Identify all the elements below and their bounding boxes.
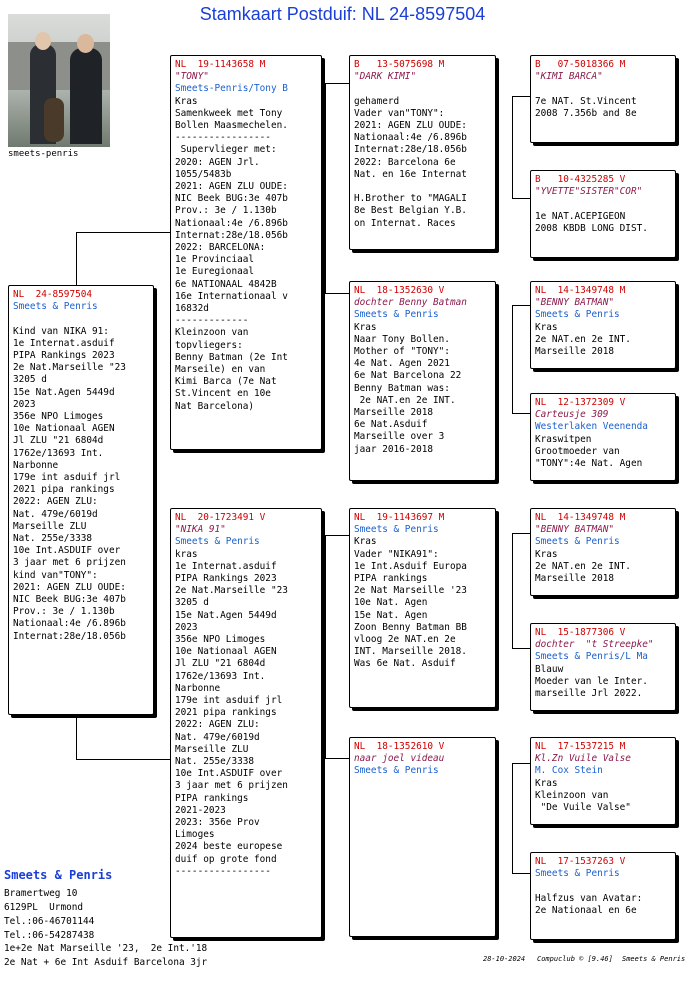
info-line: 2023: [13, 398, 36, 410]
info-line: Grootmoeder van: [535, 445, 620, 457]
info-line: [535, 83, 671, 95]
info-line: 15e Nat. Agen: [354, 609, 428, 621]
info-line: 2023: [175, 621, 198, 633]
info-line: Prov.: 3e / 1.130b: [175, 205, 277, 217]
info-line: Kras: [535, 548, 558, 560]
info-line: Internat:28e/18.056b: [13, 630, 126, 642]
info-line: 10e Int.ASDUIF over: [13, 545, 121, 557]
info-line: 179e int asduif jrl: [13, 472, 121, 484]
info-line: 15e Nat.Agen 5449d: [13, 386, 115, 398]
info-line: 2e NAT.en 2e INT.: [535, 333, 631, 345]
info-line: 2020: AGEN Jrl.: [175, 156, 260, 168]
pigeon-card-fff[interactable]: [530, 55, 676, 143]
breeder: Smeets & Penris: [535, 868, 620, 880]
breeder: Smeets & Penris: [535, 309, 620, 321]
info-line: Nat. 255e/3338: [13, 533, 93, 545]
info-line: Samenkweek met Tony: [175, 107, 283, 119]
pigeon-card-mff[interactable]: [530, 508, 676, 596]
pigeon-name: dochter Benny Batman: [354, 297, 467, 309]
info-line: INT. Marseille 2018.: [354, 646, 467, 658]
info-line: NIC Beek BUG:3e 407b: [13, 594, 126, 606]
breeder: M. Cox Stein: [535, 765, 603, 777]
breeder: Smeets & Penris: [354, 309, 439, 321]
info-line: [535, 198, 671, 210]
footer-line: 2e Nat + 6e Int Asduif Barcelona 3jr: [4, 957, 208, 968]
info-line: 2e Nat.Marseille "23: [13, 362, 126, 374]
info-line: Nat. 479e/6019d: [13, 508, 98, 520]
info-line: Kind van NIKA 91:: [13, 325, 109, 337]
info-line: 2024 beste europese: [175, 841, 283, 853]
info-line: 2e Nationaal en 6e: [535, 904, 637, 916]
info-line: Marseille ZLU: [13, 520, 87, 532]
info-line: 2e Nat.Marseille "23: [175, 585, 288, 597]
info-line: 10e Nationaal AGEN: [175, 646, 277, 658]
footer-line: 6129PL Urmond: [4, 902, 84, 913]
info-line: 3205 d: [175, 597, 209, 609]
ring-number: NL 18-1352610 V: [354, 741, 445, 752]
breeder: Smeets-Penris/Tony B: [175, 83, 288, 95]
info-line: Nat Barcelona): [175, 400, 255, 412]
ring-number: B 07-5018366 M: [535, 59, 626, 70]
ring-number: B 10-4325285 V: [535, 174, 626, 185]
info-line: Marseile) en van: [175, 364, 266, 376]
footer-owner: Smeets & Penris: [4, 868, 113, 882]
info-line: Narbonne: [175, 682, 221, 694]
info-line: 1e Euregionaal: [175, 266, 255, 278]
info-line: Nat. en 16e Internat: [354, 168, 467, 180]
info-line: Marseille 2018: [535, 346, 615, 358]
pigeon-name: "BENNY BATMAN": [535, 297, 615, 309]
footer-line: Tel.:06-54287438: [4, 930, 95, 941]
info-line: 16832d: [175, 303, 209, 315]
info-line: St.Vincent en 10e: [175, 388, 271, 400]
pigeon-card-mother[interactable]: [170, 508, 322, 938]
info-line: 1e Internat.asduif: [13, 337, 115, 349]
footer-line: Tel.:06-46701144: [4, 916, 95, 927]
pigeon-name: naar joel videau: [354, 753, 445, 765]
info-line: Kleinzoon van: [535, 789, 609, 801]
info-line: 10e Int.ASDUIF over: [175, 768, 283, 780]
pigeon-name: "TONY": [175, 71, 209, 83]
breeder: Smeets & Penris: [175, 536, 260, 548]
pigeon-card-mf[interactable]: [349, 508, 496, 708]
ring-number: NL 24-8597504: [13, 289, 93, 300]
info-line: 4e Nat. Agen 2021: [354, 358, 450, 370]
info-line: 8e Best Belgian Y.B.: [354, 205, 467, 217]
pigeon-card-mfm[interactable]: [530, 623, 676, 711]
info-line: Moeder van le Inter.: [535, 675, 648, 687]
info-line: PIPA rankings: [175, 792, 249, 804]
breeder: Smeets & Penris/L Ma: [535, 651, 648, 663]
info-line: H.Brother to "MAGALI: [354, 193, 467, 205]
pigeon-card-fmm[interactable]: [530, 393, 676, 481]
ring-number: NL 14-1349748 M: [535, 285, 626, 296]
ring-number: NL 17-1537215 M: [535, 741, 626, 752]
info-line: 6e Nat Barcelona 22: [354, 370, 462, 382]
info-line: Was 6e Nat. Asduif: [354, 658, 456, 670]
info-line: Vader "NIKA91":: [354, 548, 439, 560]
info-line: Kleinzoon van: [175, 327, 249, 339]
breeder: Westerlaken Veenenda: [535, 421, 648, 433]
pigeon-card-father[interactable]: [170, 55, 322, 450]
pigeon-card-ff[interactable]: [349, 55, 496, 250]
info-line: Nationaal:4e /6.896b: [354, 132, 467, 144]
info-line: vloog 2e NAT.en 2e: [354, 634, 456, 646]
footer-line: Bramertweg 10: [4, 888, 78, 899]
info-line: 6e Nat.Asduif: [354, 419, 428, 431]
info-line: Narbonne: [13, 459, 59, 471]
info-line: PIPA rankings: [354, 573, 428, 585]
info-line: 3205 d: [13, 374, 47, 386]
info-line: Kras: [535, 321, 558, 333]
pigeon-name: "BENNY BATMAN": [535, 524, 615, 536]
pigeon-name: "KIMI BARCA": [535, 71, 603, 83]
info-line: 2023: 356e Prov: [175, 817, 260, 829]
info-line: Internat:28e/18.056b: [354, 144, 467, 156]
owner-stamp: Smeets & Penris: [622, 955, 685, 963]
info-line: 6e NATIONAAL 4842B: [175, 278, 277, 290]
info-line: Bollen Maasmechelen.: [175, 120, 288, 132]
info-line: on Internat. Races: [354, 217, 456, 229]
info-line: 2022: BARCELONA:: [175, 242, 266, 254]
ring-number: NL 12-1372309 V: [535, 397, 626, 408]
pigeon-card-fmf[interactable]: [530, 281, 676, 369]
info-line: Marseille over 3: [354, 431, 445, 443]
info-line: topvliegers:: [175, 339, 243, 351]
info-line: 2022: AGEN ZLU:: [175, 719, 260, 731]
info-line: 2e NAT.en 2e INT.: [535, 560, 631, 572]
info-line: 2e NAT.en 2e INT.: [354, 394, 456, 406]
breeder: Smeets & Penris: [354, 524, 439, 536]
info-line: -----------------: [175, 132, 271, 144]
page-title: Stamkaart Postduif: NL 24-8597504: [199, 4, 486, 24]
software-stamp: Compuclub © [9.46]: [537, 955, 613, 963]
pigeon-card-ffm[interactable]: [530, 170, 676, 258]
ring-number: NL 17-1537263 V: [535, 856, 626, 867]
info-line: gehamerd: [354, 95, 400, 107]
pigeon-card-mmf[interactable]: [530, 737, 676, 825]
pigeon-card-fm[interactable]: [349, 281, 496, 481]
info-line: Vader van"TONY":: [354, 107, 445, 119]
info-line: Marseille ZLU: [175, 743, 249, 755]
info-line: 2021 pipa rankings: [13, 484, 115, 496]
info-line: 1e Provinciaal: [175, 254, 255, 266]
info-line: Jl ZLU "21 6804d: [13, 435, 104, 447]
info-line: "De Vuile Valse": [535, 802, 631, 814]
info-line: PIPA Rankings 2023: [13, 350, 115, 361]
info-line: marseille Jrl 2022.: [535, 688, 643, 700]
ring-number: NL 14-1349748 M: [535, 512, 626, 523]
info-line: [354, 181, 491, 193]
info-line: 2021: AGEN ZLU OUDE:: [175, 181, 288, 193]
info-line: 10e Nationaal AGEN: [13, 423, 115, 435]
info-line: 2008 7.356b and 8e: [535, 107, 637, 119]
info-line: Nationaal:4e /6.896b: [175, 217, 288, 229]
info-line: 1762e/13693 Int.: [175, 670, 266, 682]
info-line: 16e Internationaal v: [175, 290, 288, 302]
info-line: Internat:28e/18.056b: [175, 229, 288, 241]
info-line: 15e Nat.Agen 5449d: [175, 609, 277, 621]
info-line: Jl ZLU "21 6804d: [175, 658, 266, 670]
info-line: 7e NAT. St.Vincent: [535, 95, 637, 107]
ring-number: B 13-5075698 M: [354, 59, 445, 70]
info-line: 2e Nat Marseille '23: [354, 585, 467, 597]
print-date: 28-10-2024: [483, 955, 526, 963]
pigeon-name: Carteusje 309: [535, 409, 609, 421]
info-line: 2008 KBDB LONG DIST.: [535, 222, 648, 234]
ring-number: NL 20-1723491 V: [175, 512, 266, 523]
breeder: Smeets & Penris: [13, 301, 98, 313]
info-line: 1055/5483b: [175, 168, 232, 180]
info-line: duif op grote fond: [175, 853, 277, 865]
ring-number: NL 18-1352630 V: [354, 285, 445, 296]
info-line: [13, 313, 149, 325]
info-line: Kraswitpen: [535, 433, 592, 445]
info-line: Nat. 255e/3338: [175, 756, 255, 768]
info-line: Benny Batman was:: [354, 382, 450, 394]
info-line: NIC Beek BUG:3e 407b: [175, 193, 288, 205]
info-line: 3 jaar met 6 prijzen: [175, 780, 288, 792]
pigeon-name: dochter "t Streepke": [535, 639, 654, 651]
info-line: Naar Tony Bollen.: [354, 333, 450, 345]
info-line: 356e NPO Limoges: [175, 634, 266, 646]
ring-number: NL 19-1143697 M: [354, 512, 445, 523]
info-line: Nationaal:4e /6.896b: [13, 618, 126, 630]
pigeon-card-main[interactable]: [8, 285, 154, 715]
ring-number: NL 19-1143658 M: [175, 59, 266, 70]
info-line: 1e Internat.asduif: [175, 560, 277, 572]
info-line: Blauw: [535, 663, 564, 675]
info-line: Zoon Benny Batman BB: [354, 621, 467, 633]
breeder: Smeets & Penris: [535, 536, 620, 548]
info-line: Kras: [175, 95, 198, 107]
info-line: [535, 880, 671, 892]
info-line: Mother of "TONY":: [354, 346, 450, 358]
info-line: Prov.: 3e / 1.130b: [13, 606, 115, 618]
info-line: 1e NAT.ACEPIGEON: [535, 210, 626, 222]
pigeon-name: "YVETTE"SISTER"COR": [535, 186, 643, 198]
info-line: [354, 83, 491, 95]
info-line: kind van"TONY":: [13, 569, 98, 581]
info-line: Halfzus van Avatar:: [535, 892, 643, 904]
photo-caption: smeets-penris: [8, 149, 79, 159]
info-line: Marseille 2018: [535, 573, 615, 585]
info-line: 3 jaar met 6 prijzen: [13, 557, 126, 569]
info-line: -------------: [175, 315, 249, 327]
info-line: 2022: Barcelona 6e: [354, 156, 456, 168]
pigeon-card-mm[interactable]: [349, 737, 496, 937]
info-line: 179e int asduif jrl: [175, 695, 283, 707]
info-line: Kimi Barca (7e Nat: [175, 376, 277, 388]
info-line: 2022: AGEN ZLU:: [13, 496, 98, 508]
info-line: 2021 pipa rankings: [175, 707, 277, 719]
breeder: Smeets & Penris: [354, 765, 439, 777]
info-line: 2021: AGEN ZLU OUDE:: [13, 581, 126, 593]
info-line: jaar 2016-2018: [354, 443, 434, 455]
info-line: PIPA Rankings 2023: [175, 573, 277, 585]
pigeon-name: "DARK KIMI": [354, 71, 417, 83]
info-line: "TONY":4e Nat. Agen: [535, 458, 643, 470]
info-line: Marseille 2018: [354, 407, 434, 419]
info-line: 356e NPO Limoges: [13, 411, 104, 423]
info-line: 10e Nat. Agen: [354, 597, 428, 609]
info-line: 2021: AGEN ZLU OUDE:: [354, 120, 467, 131]
info-line: Benny Batman (2e Int: [175, 351, 288, 363]
info-line: Nat. 479e/6019d: [175, 731, 260, 743]
ring-number: NL 15-1877306 V: [535, 627, 626, 638]
info-line: 1e Int.Asduif Europa: [354, 560, 467, 572]
info-line: Kras: [354, 321, 377, 333]
info-line: kras: [175, 548, 198, 560]
info-line: -----------------: [175, 865, 271, 877]
pigeon-name: Kl.Zn Vuile Valse: [535, 753, 631, 765]
info-line: Kras: [535, 777, 558, 789]
info-line: 2021-2023: [175, 804, 226, 816]
pigeon-name: "NIKA 91": [175, 524, 226, 536]
info-line: 1762e/13693 Int.: [13, 447, 104, 459]
info-line: Supervlieger met:: [175, 144, 277, 156]
info-line: Limoges: [175, 829, 215, 841]
info-line: Kras: [354, 536, 377, 548]
footer-line: 1e+2e Nat Marseille '23, 2e Int.'18: [4, 943, 208, 954]
owner-photo: [8, 14, 110, 147]
pigeon-card-mmm[interactable]: [530, 852, 676, 940]
